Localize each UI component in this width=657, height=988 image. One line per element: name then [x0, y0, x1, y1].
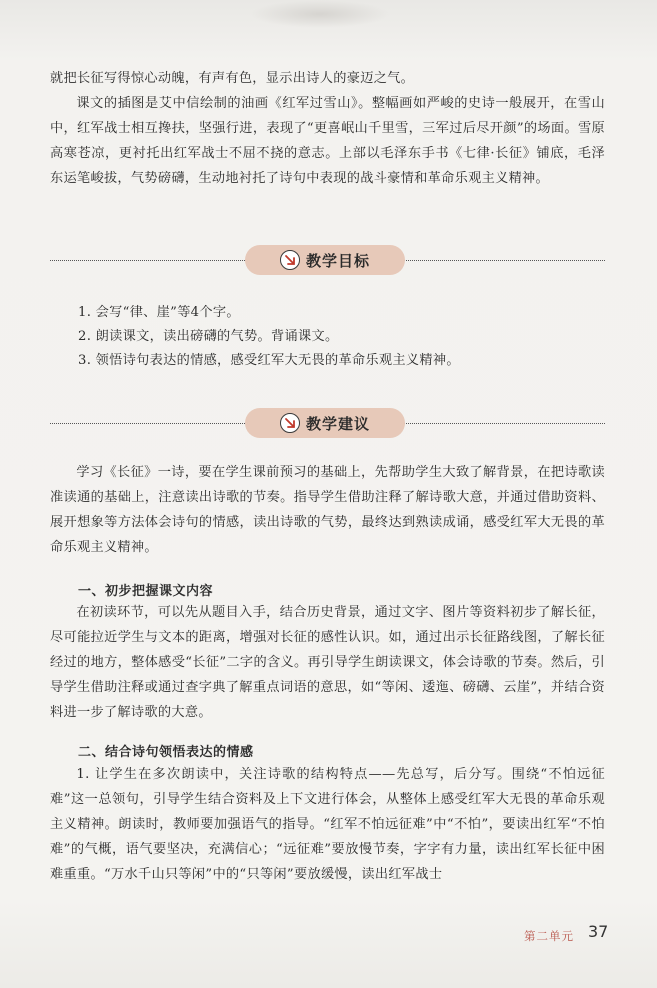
intro-paragraph-1: 就把长征写得惊心动魄，有声有色，显示出诗人的豪迈之气。 — [50, 71, 415, 86]
suggestions-title: 教学建议 — [305, 414, 370, 433]
arrow-circle-icon — [280, 250, 300, 270]
goals-title: 教学目标 — [305, 251, 370, 270]
goals-section-bar — [50, 245, 605, 275]
suggestions-intro: 学习《长征》一诗，要在学生课前预习的基础上，先帮助学生大致了解背景，在把诗歌读准读通的基础上，注意读出诗歌的节奏。指导学生借助注释了解诗歌大意，并通过借助资料、展开想象等方法体会诗句的情感，读出诗歌的气势，最终达到熟读成诵，感受红军大无畏的革命乐观主义精神。 — [50, 465, 605, 555]
suggestions-heading — [245, 408, 405, 438]
section2-body: 1. 让学生在多次朗读中，关注诗歌的结构特点——先总写，后分写。围绕“不怕远征难”这一总领句，引导学生结合资料及上下文进行体会，从整体上感受红军大无畏的革命乐观主义精神。朗读时，教师要加强语气的指导。“红军不怕远征难”中“不怕”，要读出红军“不怕难”的气概，语气要坚决，充满信心；“远征难”要放慢节奏，字字有力量，读出红军长征中困难重重。“万水千山只等闲”中的“只等闲”要放缓慢，读出红军战士 — [50, 767, 605, 882]
section1-body: 在初读环节，可以先从题目入手，结合历史背景，通过文字、图片等资料初步了解长征，尽可能拉近学生与文本的距离，增强对长征的感性认识。如，通过出示长征路线图，了解长征经过的地方，整体感受“长征”二字的含义。再引导学生朗读课文，体会诗歌的节奏。然后，引导学生借助注释或通过查字典了解重点词语的意思，如“等闲、逶迤、磅礴、云崖”，并结合资料进一步了解诗歌的大意。 — [50, 605, 605, 720]
page-number: 37 — [588, 922, 609, 941]
section2-title: 二、结合诗句领悟表达的情感 — [78, 745, 254, 760]
suggestions-section-bar — [50, 408, 605, 438]
goal-item-1: 1. 会写“律、崖”等4个字。 — [78, 305, 240, 320]
intro-paragraph-2: 课文的插图是艾中信绘制的油画《红军过雪山》。整幅画如严峻的史诗一般展开，在雪山中，红军战士相互搀扶，坚强行进，表现了“更喜岷山千里雪，三军过后尽开颜”的场面。雪原高寒苍凉，更衬托出红军战士不屈不挠的意志。上部以毛泽东手书《七律·长征》铺底，毛泽东运笔峻拔，气势磅礴，生动地衬托了诗句中表现的战斗豪情和革命乐观主义精神。 — [50, 96, 605, 186]
section1-title: 一、初步把握课文内容 — [78, 584, 214, 599]
goal-item-2: 2. 朗读课文，读出磅礴的气势。背诵课文。 — [78, 329, 339, 344]
arrow-circle-icon — [280, 413, 300, 433]
footer-unit-label: 第二单元 — [524, 929, 574, 943]
goal-item-3: 3. 领悟诗句表达的情感，感受红军大无畏的革命乐观主义精神。 — [78, 353, 460, 368]
top-shadow — [250, 0, 390, 28]
goals-heading — [245, 245, 405, 275]
